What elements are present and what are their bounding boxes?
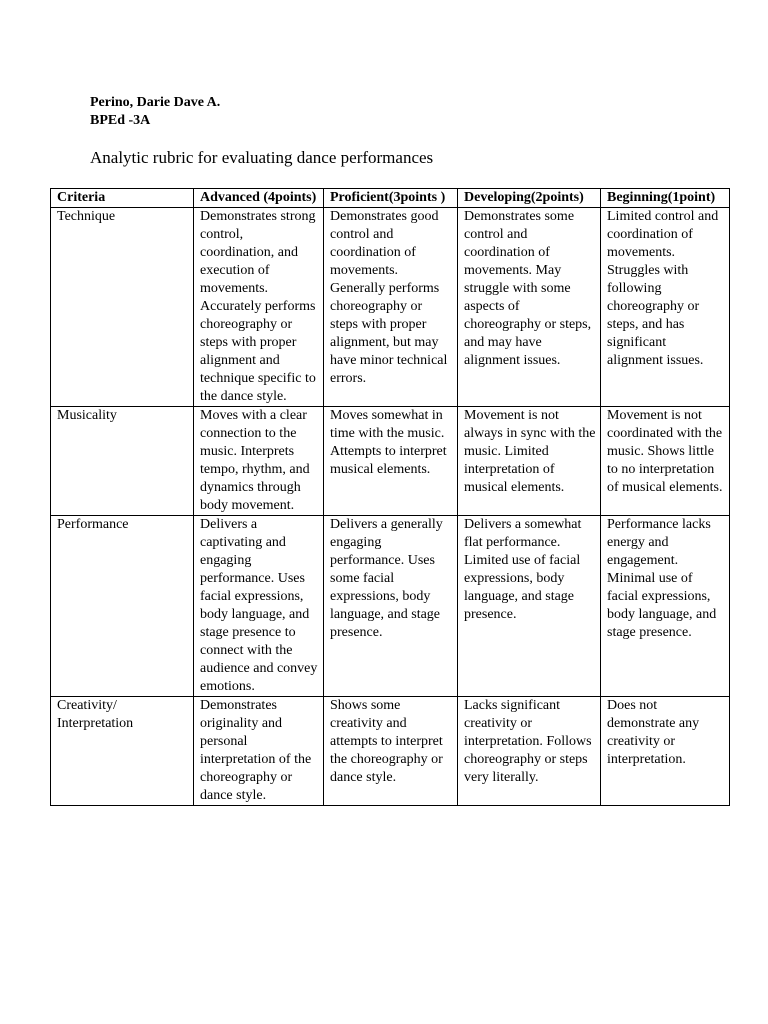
criteria-cell: Performance <box>51 516 194 697</box>
developing-cell: Movement is not always in sync with the music. Limited interpretation of musical elements. <box>458 407 601 516</box>
header-criteria: Criteria <box>51 189 194 208</box>
student-section: BPEd -3A <box>90 113 151 128</box>
table-row <box>51 697 730 806</box>
criteria-cell: Musicality <box>51 407 194 516</box>
proficient-cell: Demonstrates good control and coordination of movements. Generally performs choreography or steps with proper alignment, but may have minor technical errors. <box>324 208 458 407</box>
beginning-cell: Limited control and coordination of movements. Struggles with following choreography or steps, and has significant alignment issues. <box>601 208 730 407</box>
beginning-cell: Does not demonstrate any creativity or interpretation. <box>601 697 730 806</box>
criteria-cell: Technique <box>51 208 194 407</box>
student-info <box>90 94 220 130</box>
header-advanced: Advanced (4points) <box>194 189 324 208</box>
document-title: Analytic rubric for evaluating dance performances <box>90 148 434 167</box>
advanced-cell: Moves with a clear connection to the music. Interprets tempo, rhythm, and dynamics through body movement. <box>194 407 324 516</box>
table-row <box>51 516 730 697</box>
criteria-cell: Creativity/ Interpretation <box>51 697 194 806</box>
advanced-cell: Demonstrates strong control, coordination, and execution of movements. Accurately performs choreography or steps with proper alignment and technique specific to the dance style. <box>194 208 324 407</box>
advanced-cell: Demonstrates originality and personal interpretation of the choreography or dance style. <box>194 697 324 806</box>
proficient-cell: Shows some creativity and attempts to interpret the choreography or dance style. <box>324 697 458 806</box>
table-row <box>51 407 730 516</box>
beginning-cell: Movement is not coordinated with the music. Shows little to no interpretation of musical elements. <box>601 407 730 516</box>
header-developing: Developing(2points) <box>458 189 601 208</box>
developing-cell: Demonstrates some control and coordination of movements. May struggle with some aspects of choreography or steps, and may have alignment issues. <box>458 208 601 407</box>
rubric-header-row <box>51 189 730 208</box>
developing-cell: Lacks significant creativity or interpretation. Follows choreography or steps very literally. <box>458 697 601 806</box>
header-proficient: Proficient(3points ) <box>324 189 458 208</box>
advanced-cell: Delivers a captivating and engaging performance. Uses facial expressions, body language, and stage presence to connect with the audience and convey emotions. <box>194 516 324 697</box>
proficient-cell: Moves somewhat in time with the music. Attempts to interpret musical elements. <box>324 407 458 516</box>
rubric-table <box>50 188 730 806</box>
header-beginning: Beginning(1point) <box>601 189 730 208</box>
student-name: Perino, Darie Dave A. <box>90 95 221 110</box>
proficient-cell: Delivers a generally engaging performance. Uses some facial expressions, body language, and stage presence. <box>324 516 458 697</box>
developing-cell: Delivers a somewhat flat performance. Limited use of facial expressions, body language, and stage presence. <box>458 516 601 697</box>
table-row <box>51 208 730 407</box>
beginning-cell: Performance lacks energy and engagement. Minimal use of facial expressions, body language, and stage presence. <box>601 516 730 697</box>
